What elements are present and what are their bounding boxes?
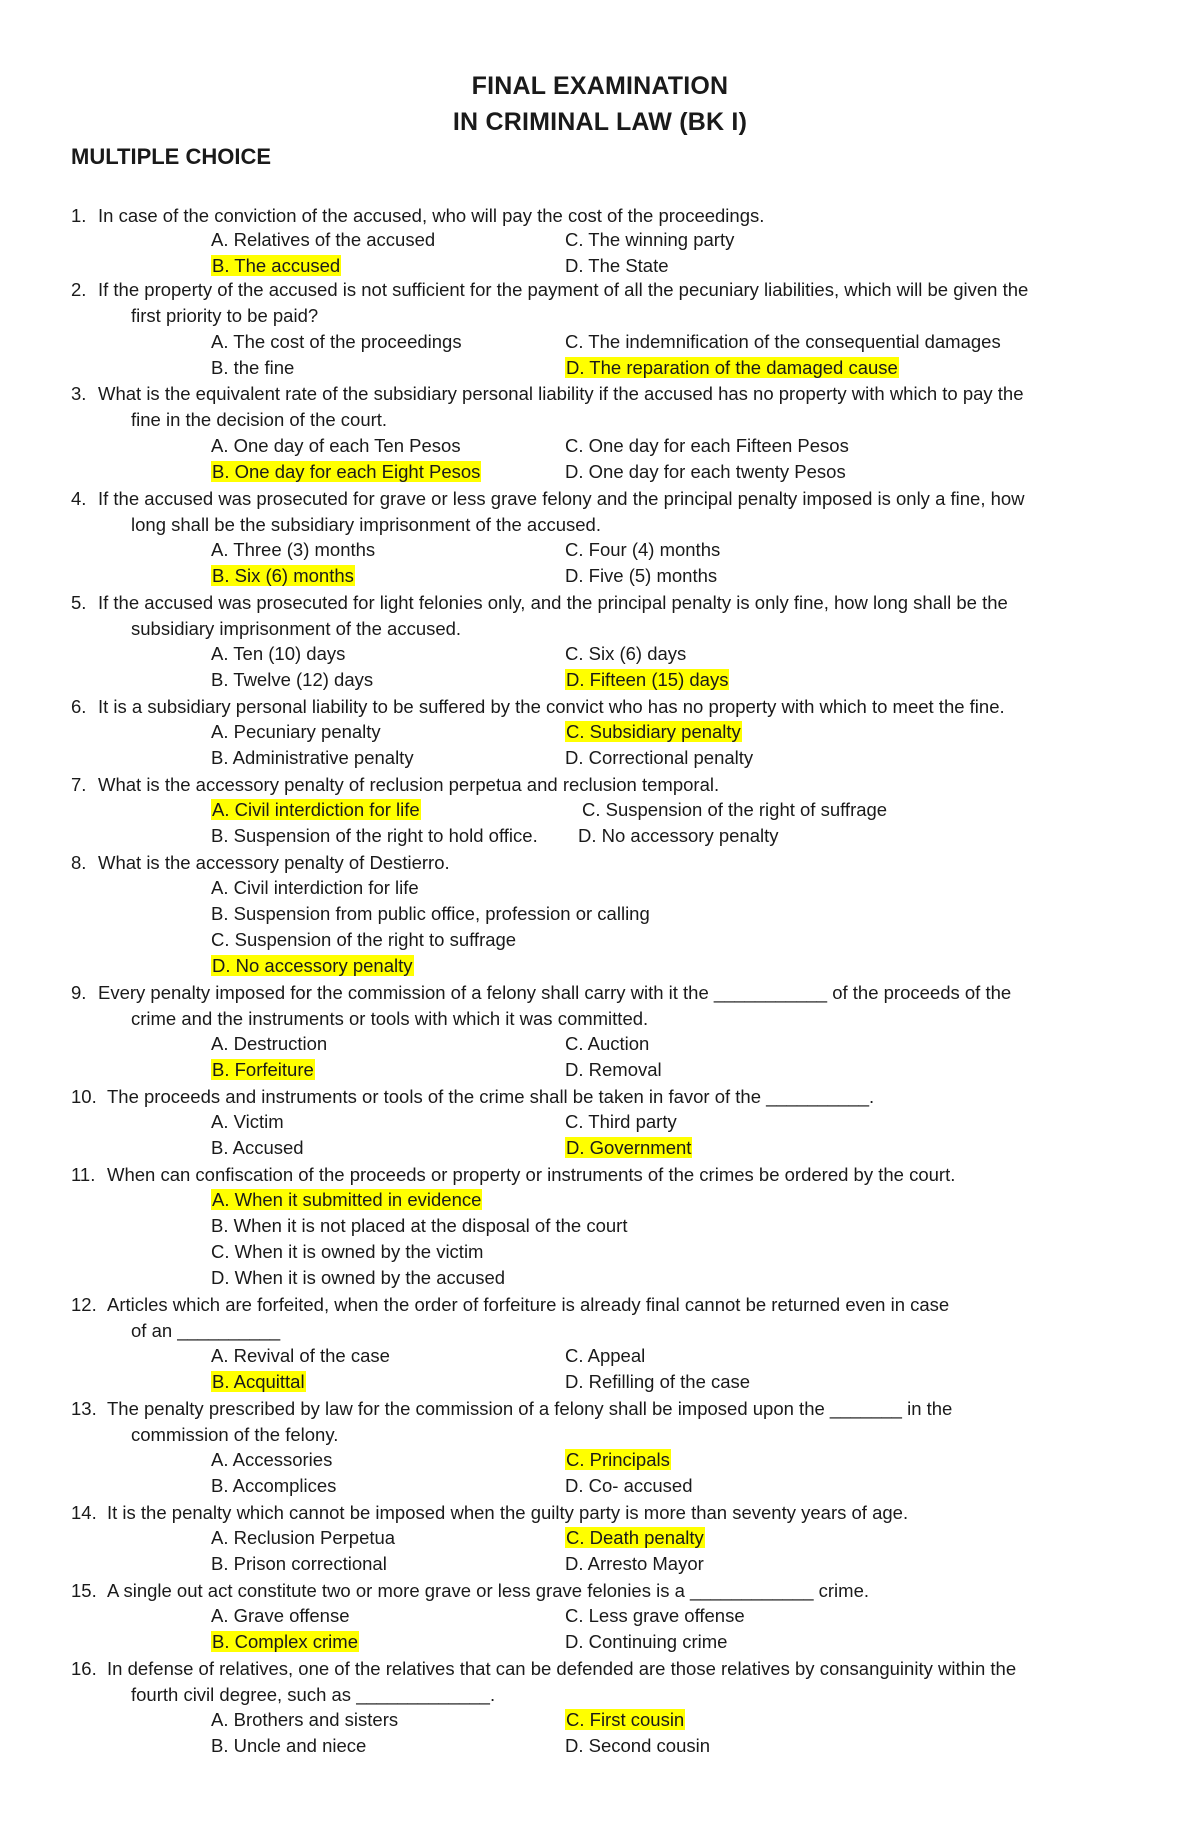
option-label: C. Auction xyxy=(565,1033,650,1054)
highlighted-answer: B. Complex crime xyxy=(212,1631,358,1652)
option-label: C. Third party xyxy=(565,1111,677,1132)
option-label: C. One day for each Fifteen Pesos xyxy=(565,435,849,456)
question-text-continued: fourth civil degree, such as _____________. xyxy=(131,1684,496,1705)
highlighted-answer: D. Fifteen (15) days xyxy=(566,669,729,690)
option-d xyxy=(565,668,729,692)
option-label: B. Suspension of the right to hold office. xyxy=(211,825,538,846)
option-d xyxy=(565,460,846,484)
option-label: A. Victim xyxy=(211,1111,284,1132)
option-label: B. Accused xyxy=(211,1137,304,1158)
option-label: A. The cost of the proceedings xyxy=(211,331,462,352)
highlighted-answer: B. Acquittal xyxy=(212,1371,305,1392)
question-text-continued: first priority to be paid? xyxy=(131,305,319,326)
question-text: When can confiscation of the proceeds or property or instruments of the crimes be ordered by the court. xyxy=(107,1164,956,1185)
option-b xyxy=(211,1370,306,1394)
option-a xyxy=(211,876,419,900)
question-text: It is the penalty which cannot be imposed when the guilty party is more than seventy years of age. xyxy=(107,1502,909,1523)
question-number: 10. xyxy=(71,1086,97,1107)
highlighted-answer: C. Death penalty xyxy=(566,1527,704,1548)
question-number: 2. xyxy=(71,279,87,300)
option-label: A. One day of each Ten Pesos xyxy=(211,435,461,456)
question-text-continued: of an __________ xyxy=(131,1320,281,1341)
option-a xyxy=(211,434,461,458)
option-a xyxy=(211,1604,350,1628)
option-label: A. Ten (10) days xyxy=(211,643,346,664)
question-4 xyxy=(71,486,1131,538)
question-text: What is the equivalent rate of the subsidiary personal liability if the accused has no property with which to pay the xyxy=(98,383,1024,404)
option-label: C. Suspension of the right to suffrage xyxy=(211,929,517,950)
option-b xyxy=(211,902,650,926)
option-label: C. The winning party xyxy=(565,229,735,250)
question-text-continued: commission of the felony. xyxy=(131,1424,339,1445)
option-label: D. Co- accused xyxy=(565,1475,693,1496)
question-text: If the accused was prosecuted for grave or less grave felony and the principal penalty imposed is only a fine, how xyxy=(98,488,1025,509)
highlighted-answer: D. No accessory penalty xyxy=(212,955,413,976)
option-c xyxy=(565,1110,677,1134)
question-12 xyxy=(71,1292,1131,1344)
question-text: In case of the conviction of the accused, who will pay the cost of the proceedings. xyxy=(98,205,765,226)
question-5 xyxy=(71,590,1131,642)
option-b xyxy=(211,1136,304,1160)
option-c xyxy=(565,330,1001,354)
question-9 xyxy=(71,980,1131,1032)
highlighted-answer: A. Civil interdiction for life xyxy=(212,799,420,820)
question-3 xyxy=(71,381,1131,433)
option-a xyxy=(211,798,421,822)
question-number: 5. xyxy=(71,592,87,613)
option-label: A. Reclusion Perpetua xyxy=(211,1527,396,1548)
question-text-continued: fine in the decision of the court. xyxy=(131,409,388,430)
question-text: In defense of relatives, one of the relatives that can be defended are those relatives by consanguinity within the xyxy=(107,1658,1017,1679)
option-a xyxy=(211,1110,284,1134)
option-label: A. Civil interdiction for life xyxy=(211,877,419,898)
option-label: D. Second cousin xyxy=(565,1735,711,1756)
option-b xyxy=(211,1214,628,1238)
option-label: B. Twelve (12) days xyxy=(211,669,374,690)
question-text-continued: subsidiary imprisonment of the accused. xyxy=(131,618,462,639)
option-label: D. No accessory penalty xyxy=(578,825,779,846)
option-c xyxy=(565,642,686,666)
option-label: A. Brothers and sisters xyxy=(211,1709,399,1730)
option-label: D. Removal xyxy=(565,1059,662,1080)
option-label: A. Pecuniary penalty xyxy=(211,721,381,742)
option-label: C. Four (4) months xyxy=(565,539,721,560)
option-a xyxy=(211,330,462,354)
question-text: If the accused was prosecuted for light felonies only, and the principal penalty is only fine, how long shall be the xyxy=(98,592,1008,613)
option-label: C. When it is owned by the victim xyxy=(211,1241,484,1262)
option-b xyxy=(211,356,294,380)
option-b xyxy=(211,746,414,770)
question-11 xyxy=(71,1162,1131,1188)
highlighted-answer: B. Forfeiture xyxy=(212,1059,314,1080)
option-label: B. Prison correctional xyxy=(211,1553,387,1574)
highlighted-answer: B. One day for each Eight Pesos xyxy=(212,461,481,482)
highlighted-answer: A. When it submitted in evidence xyxy=(212,1189,482,1210)
option-d xyxy=(565,1630,727,1654)
option-label: D. Arresto Mayor xyxy=(565,1553,704,1574)
option-label: D. When it is owned by the accused xyxy=(211,1267,506,1288)
option-a xyxy=(211,538,375,562)
question-number: 14. xyxy=(71,1502,97,1523)
question-15 xyxy=(71,1578,1131,1604)
option-a xyxy=(211,1188,482,1212)
question-text: What is the accessory penalty of Destierro. xyxy=(98,852,450,873)
option-d xyxy=(211,954,414,978)
option-b xyxy=(211,564,355,588)
option-d xyxy=(565,564,717,588)
option-a xyxy=(211,228,435,252)
option-c xyxy=(565,1604,745,1628)
option-b xyxy=(211,668,373,692)
question-number: 1. xyxy=(71,205,87,226)
question-number: 16. xyxy=(71,1658,97,1679)
highlighted-answer: D. The reparation of the damaged cause xyxy=(566,357,898,378)
highlighted-answer: B. The accused xyxy=(212,255,341,276)
option-d xyxy=(565,1552,704,1576)
option-d xyxy=(565,1370,750,1394)
option-label: A. Destruction xyxy=(211,1033,328,1054)
option-d xyxy=(578,824,779,848)
question-text-continued: long shall be the subsidiary imprisonment of the accused. xyxy=(131,514,601,535)
option-label: D. The State xyxy=(565,255,669,276)
question-number: 15. xyxy=(71,1580,97,1601)
option-c xyxy=(565,1448,671,1472)
option-label: B. Accomplices xyxy=(211,1475,337,1496)
question-text-continued: crime and the instruments or tools with which it was committed. xyxy=(131,1008,649,1029)
option-label: D. Five (5) months xyxy=(565,565,718,586)
option-label: D. Correctional penalty xyxy=(565,747,754,768)
option-label: C. The indemnification of the consequential damages xyxy=(565,331,1001,352)
question-number: 4. xyxy=(71,488,87,509)
option-a xyxy=(211,1344,390,1368)
question-text: The penalty prescribed by law for the commission of a felony shall be imposed upon the _______ in the xyxy=(107,1398,953,1419)
option-label: C. Appeal xyxy=(565,1345,646,1366)
highlighted-answer: B. Six (6) months xyxy=(212,565,354,586)
question-number: 12. xyxy=(71,1294,97,1315)
highlighted-answer: C. First cousin xyxy=(566,1709,685,1730)
option-b xyxy=(211,1474,336,1498)
option-a xyxy=(211,1708,398,1732)
option-c xyxy=(565,228,734,252)
question-text: Articles which are forfeited, when the order of forfeiture is already final cannot be returned even in case xyxy=(107,1294,950,1315)
highlighted-answer: D. Government xyxy=(566,1137,692,1158)
option-d xyxy=(565,1058,662,1082)
option-label: A. Three (3) months xyxy=(211,539,376,560)
option-d xyxy=(565,1136,692,1160)
question-6 xyxy=(71,694,1131,720)
option-c xyxy=(565,434,849,458)
option-c xyxy=(565,1032,649,1056)
option-label: D. One day for each twenty Pesos xyxy=(565,461,846,482)
exam-title-line-2: IN CRIMINAL LAW (BK I) xyxy=(452,108,748,136)
option-label: D. Continuing crime xyxy=(565,1631,728,1652)
option-c xyxy=(565,1526,705,1550)
option-a xyxy=(211,720,381,744)
option-label: C. Suspension of the right of suffrage xyxy=(582,799,888,820)
option-d xyxy=(565,1734,710,1758)
question-16 xyxy=(71,1656,1131,1708)
option-label: B. the fine xyxy=(211,357,295,378)
option-b xyxy=(211,254,341,278)
option-d xyxy=(565,1474,693,1498)
option-label: B. Suspension from public office, profession or calling xyxy=(211,903,650,924)
option-b xyxy=(211,824,538,848)
option-c xyxy=(211,928,516,952)
question-text: What is the accessory penalty of reclusion perpetua and reclusion temporal. xyxy=(98,774,720,795)
question-number: 7. xyxy=(71,774,87,795)
option-a xyxy=(211,642,345,666)
option-d xyxy=(211,1266,505,1290)
question-14 xyxy=(71,1500,1131,1526)
option-b xyxy=(211,1630,359,1654)
option-a xyxy=(211,1032,327,1056)
option-label: A. Accessories xyxy=(211,1449,333,1470)
question-2 xyxy=(71,277,1131,329)
question-number: 11. xyxy=(71,1164,96,1185)
option-label: A. Relatives of the accused xyxy=(211,229,436,250)
option-label: D. Refilling of the case xyxy=(565,1371,751,1392)
question-number: 6. xyxy=(71,696,87,717)
question-text: If the property of the accused is not sufficient for the payment of all the pecuniary liabilities, which will be given the xyxy=(98,279,1029,300)
option-a xyxy=(211,1526,395,1550)
option-label: A. Revival of the case xyxy=(211,1345,390,1366)
option-a xyxy=(211,1448,332,1472)
exam-title-line-1: FINAL EXAMINATION xyxy=(471,72,729,100)
question-text: The proceeds and instruments or tools of the crime shall be taken in favor of the __________. xyxy=(107,1086,875,1107)
option-label: B. Administrative penalty xyxy=(211,747,414,768)
highlighted-answer: C. Subsidiary penalty xyxy=(566,721,741,742)
question-10 xyxy=(71,1084,1131,1110)
option-b xyxy=(211,1734,366,1758)
question-text: A single out act constitute two or more grave or less grave felonies is a ____________ crime. xyxy=(107,1580,870,1601)
option-c xyxy=(565,538,720,562)
option-label: B. When it is not placed at the disposal of the court xyxy=(211,1215,628,1236)
question-7 xyxy=(71,772,1131,798)
question-1 xyxy=(71,203,1131,229)
option-label: C. Less grave offense xyxy=(565,1605,745,1626)
highlighted-answer: C. Principals xyxy=(566,1449,670,1470)
option-c xyxy=(565,1344,645,1368)
question-number: 3. xyxy=(71,383,87,404)
question-text: Every penalty imposed for the commission of a felony shall carry with it the ___________ of the proceeds of the xyxy=(98,982,1012,1003)
question-8 xyxy=(71,850,1131,876)
option-b xyxy=(211,1552,387,1576)
option-c xyxy=(211,1240,483,1264)
option-label: C. Six (6) days xyxy=(565,643,687,664)
section-heading: MULTIPLE CHOICE xyxy=(71,144,272,169)
option-d xyxy=(565,356,899,380)
option-c xyxy=(582,798,887,822)
question-number: 8. xyxy=(71,852,87,873)
option-b xyxy=(211,460,481,484)
question-text: It is a subsidiary personal liability to be suffered by the convict who has no property with which to meet the fine. xyxy=(98,696,1005,717)
option-d xyxy=(565,254,669,278)
question-13 xyxy=(71,1396,1131,1448)
question-number: 9. xyxy=(71,982,87,1003)
option-c xyxy=(565,1708,685,1732)
option-d xyxy=(565,746,753,770)
option-label: A. Grave offense xyxy=(211,1605,350,1626)
question-number: 13. xyxy=(71,1398,97,1419)
option-c xyxy=(565,720,742,744)
option-b xyxy=(211,1058,315,1082)
option-label: B. Uncle and niece xyxy=(211,1735,367,1756)
